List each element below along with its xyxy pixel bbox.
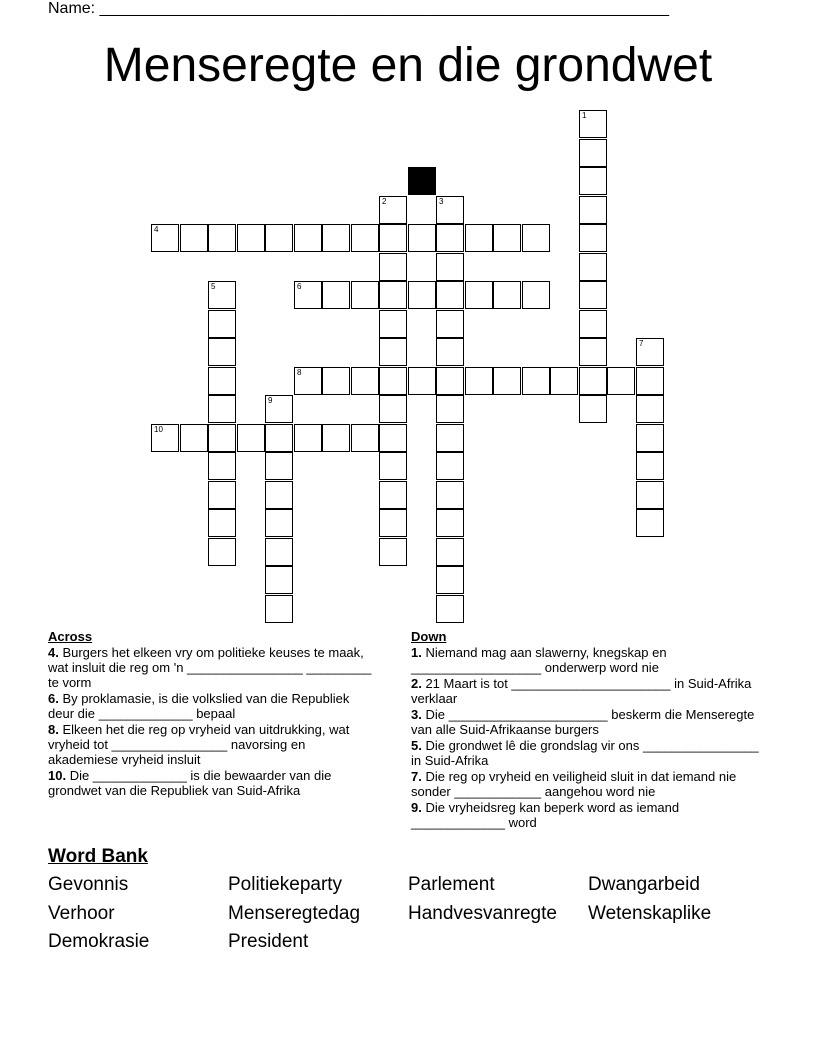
crossword-cell[interactable] bbox=[579, 281, 607, 309]
crossword-cell[interactable] bbox=[636, 395, 664, 423]
clue-text: Elkeen het die reg op vryheid van uitdrukking, wat vryheid tot ________________ navorsing en akademiese vryheid insluit bbox=[48, 722, 350, 767]
down-heading: Down bbox=[411, 629, 447, 644]
crossword-cell[interactable] bbox=[579, 224, 607, 252]
crossword-cell[interactable] bbox=[208, 509, 236, 537]
crossword-cell[interactable] bbox=[265, 481, 293, 509]
crossword-cell[interactable] bbox=[522, 224, 550, 252]
crossword-cell[interactable] bbox=[265, 538, 293, 566]
crossword-cell[interactable] bbox=[208, 395, 236, 423]
crossword-cell[interactable] bbox=[579, 196, 607, 224]
crossword-cell[interactable] bbox=[408, 367, 436, 395]
clue-number: 4. bbox=[48, 645, 59, 660]
crossword-cell[interactable] bbox=[436, 538, 464, 566]
crossword-cell[interactable] bbox=[180, 224, 208, 252]
crossword-cell[interactable] bbox=[151, 424, 179, 452]
crossword-cell[interactable] bbox=[379, 452, 407, 480]
crossword-cell[interactable] bbox=[408, 224, 436, 252]
crossword-cell[interactable] bbox=[465, 224, 493, 252]
crossword-cell[interactable] bbox=[379, 395, 407, 423]
clue-number: 1. bbox=[411, 645, 422, 660]
crossword-cell[interactable] bbox=[436, 367, 464, 395]
crossword-cell[interactable] bbox=[379, 424, 407, 452]
clue-text: Die reg op vryheid en veiligheid sluit in dat iemand nie sonder ____________ aangehou word nie bbox=[411, 769, 737, 799]
clue-number: 5. bbox=[411, 738, 422, 753]
crossword-cell[interactable] bbox=[208, 281, 236, 309]
clue-across-4 bbox=[48, 645, 378, 690]
name-field: Name: ________________________________________________________________ bbox=[48, 0, 670, 17]
cell-number: 4 bbox=[154, 225, 159, 234]
crossword-cell[interactable] bbox=[294, 281, 322, 309]
crossword-cell[interactable] bbox=[351, 424, 379, 452]
crossword-cell[interactable] bbox=[636, 509, 664, 537]
cell-number: 10 bbox=[154, 425, 163, 434]
word-bank-item: Handvesvanregte bbox=[408, 903, 557, 924]
crossword-cell[interactable] bbox=[379, 281, 407, 309]
clue-down-3 bbox=[411, 707, 771, 737]
crossword-cell[interactable] bbox=[322, 424, 350, 452]
crossword-cell[interactable] bbox=[579, 253, 607, 281]
crossword-cell[interactable] bbox=[351, 367, 379, 395]
crossword-cell[interactable] bbox=[294, 367, 322, 395]
word-bank-item: Dwangarbeid bbox=[588, 874, 700, 895]
crossword-cell[interactable] bbox=[265, 595, 293, 623]
cell-number: 5 bbox=[211, 282, 216, 291]
crossword-cell[interactable] bbox=[265, 424, 293, 452]
crossword-cell[interactable] bbox=[265, 509, 293, 537]
crossword-cell[interactable] bbox=[436, 395, 464, 423]
crossword-cell[interactable] bbox=[208, 538, 236, 566]
crossword-cell[interactable] bbox=[636, 452, 664, 480]
crossword-cell[interactable] bbox=[522, 281, 550, 309]
word-bank-item: Wetenskaplike bbox=[588, 903, 712, 924]
crossword-cell[interactable] bbox=[493, 367, 521, 395]
word-bank-item: Demokrasie bbox=[48, 931, 150, 952]
crossword-cell[interactable] bbox=[550, 367, 578, 395]
clue-number: 2. bbox=[411, 676, 422, 691]
cell-number: 6 bbox=[297, 282, 302, 291]
crossword-cell[interactable] bbox=[436, 509, 464, 537]
crossword-cell[interactable] bbox=[351, 224, 379, 252]
crossword-cell[interactable] bbox=[493, 281, 521, 309]
clue-text: Die _____________ is die bewaarder van die grondwet van die Republiek van Suid-Afrika bbox=[48, 768, 332, 798]
word-bank-title: Word Bank bbox=[48, 846, 148, 867]
crossword-cell[interactable] bbox=[436, 452, 464, 480]
crossword-cell[interactable] bbox=[379, 224, 407, 252]
crossword-cell[interactable] bbox=[436, 253, 464, 281]
crossword-cell[interactable] bbox=[436, 281, 464, 309]
clue-across-10 bbox=[48, 768, 378, 798]
crossword-cell[interactable] bbox=[379, 367, 407, 395]
cell-number: 3 bbox=[439, 197, 444, 206]
crossword-cell[interactable] bbox=[208, 224, 236, 252]
crossword-cell[interactable] bbox=[322, 224, 350, 252]
crossword-cell[interactable] bbox=[322, 281, 350, 309]
crossword-cell[interactable] bbox=[636, 367, 664, 395]
cell-number: 8 bbox=[297, 368, 302, 377]
crossword-cell[interactable] bbox=[208, 481, 236, 509]
clue-number: 3. bbox=[411, 707, 422, 722]
crossword-cell[interactable] bbox=[436, 424, 464, 452]
clue-number: 10. bbox=[48, 768, 67, 783]
page-title: Menseregte en die grondwet bbox=[103, 39, 713, 92]
across-heading: Across bbox=[48, 629, 93, 644]
crossword-cell[interactable] bbox=[208, 424, 236, 452]
crossword-cell[interactable] bbox=[379, 196, 407, 224]
clue-number: 6. bbox=[48, 691, 59, 706]
crossword-cell[interactable] bbox=[408, 281, 436, 309]
clue-number: 8. bbox=[48, 722, 59, 737]
clue-across-8 bbox=[48, 722, 378, 767]
crossword-cell[interactable] bbox=[636, 338, 664, 366]
crossword-cell[interactable] bbox=[379, 310, 407, 338]
word-bank-item: Parlement bbox=[408, 874, 495, 895]
cell-number: 9 bbox=[268, 396, 273, 405]
crossword-cell[interactable] bbox=[237, 224, 265, 252]
clue-text: Die vryheidsreg kan beperk word as iemand _____________ word bbox=[411, 800, 680, 830]
crossword-cell[interactable] bbox=[208, 367, 236, 395]
crossword-cell[interactable] bbox=[436, 481, 464, 509]
crossword-cell[interactable] bbox=[579, 338, 607, 366]
clue-text: By proklamasie, is die volkslied van die Republiek deur die _____________ bepaal bbox=[48, 691, 350, 721]
crossword-cell[interactable] bbox=[436, 595, 464, 623]
crossword-cell[interactable] bbox=[579, 110, 607, 138]
clue-number: 7. bbox=[411, 769, 422, 784]
crossword-cell[interactable] bbox=[465, 367, 493, 395]
crossword-cell[interactable] bbox=[294, 424, 322, 452]
crossword-cell[interactable] bbox=[436, 224, 464, 252]
clue-down-7 bbox=[411, 769, 771, 799]
crossword-cell[interactable] bbox=[436, 338, 464, 366]
crossword-cell[interactable] bbox=[237, 424, 265, 452]
clue-down-2 bbox=[411, 676, 771, 706]
crossword-cell[interactable] bbox=[379, 253, 407, 281]
crossword-cell[interactable] bbox=[579, 167, 607, 195]
crossword-cell[interactable] bbox=[379, 538, 407, 566]
clue-across-6 bbox=[48, 691, 378, 721]
crossword-cell[interactable] bbox=[208, 338, 236, 366]
clue-text: Niemand mag aan slawerny, knegskap en __________________ onderwerp word nie bbox=[411, 645, 667, 675]
crossword-cell[interactable] bbox=[579, 310, 607, 338]
crossword-cell[interactable] bbox=[522, 367, 550, 395]
word-bank-item: Politiekeparty bbox=[228, 874, 343, 895]
crossword-cell[interactable] bbox=[636, 481, 664, 509]
crossword-cell[interactable] bbox=[351, 281, 379, 309]
clue-text: Die grondwet lê die grondslag vir ons ________________ in Suid-Afrika bbox=[411, 738, 759, 768]
crossword-cell[interactable] bbox=[465, 281, 493, 309]
cell-number: 7 bbox=[639, 339, 644, 348]
crossword-cell[interactable] bbox=[265, 566, 293, 594]
across-clues bbox=[48, 628, 378, 799]
crossword-black-cell bbox=[408, 167, 436, 195]
crossword-cell[interactable] bbox=[265, 224, 293, 252]
crossword-cell[interactable] bbox=[379, 481, 407, 509]
cell-number: 1 bbox=[582, 111, 587, 120]
cell-number: 2 bbox=[382, 197, 387, 206]
crossword-cell[interactable] bbox=[436, 566, 464, 594]
word-bank-item: Menseregtedag bbox=[228, 903, 361, 924]
crossword-cell[interactable] bbox=[436, 310, 464, 338]
clue-number: 9. bbox=[411, 800, 422, 815]
crossword-cell[interactable] bbox=[208, 452, 236, 480]
crossword-cell[interactable] bbox=[208, 310, 236, 338]
crossword-cell[interactable] bbox=[322, 367, 350, 395]
crossword-cell[interactable] bbox=[379, 509, 407, 537]
clue-down-1 bbox=[411, 645, 771, 675]
word-bank-item: President bbox=[228, 931, 309, 952]
word-bank-item: Verhoor bbox=[48, 903, 115, 924]
crossword-cell[interactable] bbox=[265, 395, 293, 423]
clue-text: Die ______________________ beskerm die Menseregte van alle Suid-Afrikaanse burgers bbox=[411, 707, 755, 737]
crossword-cell[interactable] bbox=[579, 139, 607, 167]
crossword-cell[interactable] bbox=[607, 367, 635, 395]
crossword-cell[interactable] bbox=[151, 224, 179, 252]
crossword-cell[interactable] bbox=[294, 224, 322, 252]
clue-down-9 bbox=[411, 800, 771, 830]
crossword-cell[interactable] bbox=[579, 367, 607, 395]
crossword-cell[interactable] bbox=[265, 452, 293, 480]
crossword-cell[interactable] bbox=[180, 424, 208, 452]
word-bank-item: Gevonnis bbox=[48, 874, 129, 895]
clue-text: Burgers het elkeen vry om politieke keuses te maak, wat insluit die reg om 'n ________________ _________ te vorm bbox=[48, 645, 372, 690]
crossword-cell[interactable] bbox=[636, 424, 664, 452]
clue-down-5 bbox=[411, 738, 771, 768]
crossword-cell[interactable] bbox=[379, 338, 407, 366]
crossword-cell[interactable] bbox=[493, 224, 521, 252]
clue-text: 21 Maart is tot ______________________ in Suid-Afrika verklaar bbox=[411, 676, 752, 706]
down-clues bbox=[411, 628, 771, 831]
crossword-cell[interactable] bbox=[436, 196, 464, 224]
crossword-cell[interactable] bbox=[579, 395, 607, 423]
